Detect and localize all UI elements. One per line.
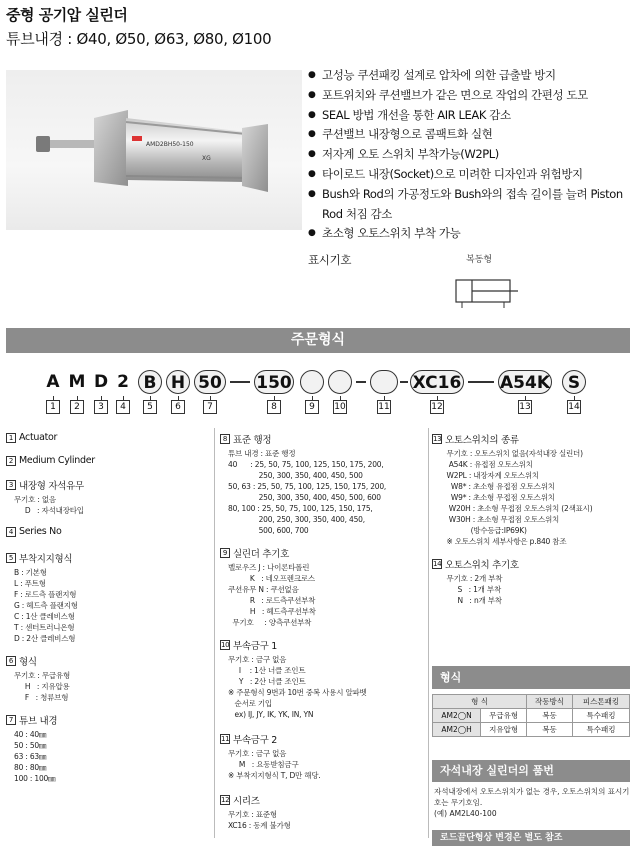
spec-section-body: 무기호 : 금구 없음 I : 1산 너클 조인트 Y : 2산 너클 조인트 ※ 주문형식 9번과 10번 중복 사용시 알파벳 순서로 기입 ex) IJ, JY, IK, YK, IN, YN bbox=[228, 655, 367, 719]
spec-section-body: 무기호 : 오토스위치 없음(자석내장 실린더) A54K : 유접점 오토스위치 W2PL : 내장자계 오토스위치 W8* : 초소형 유접점 오토스위치 W9* : 초소형 무접점 오토스위치 W20H : 초소형 무접점 오토스위치 (2색표시) W30H : 초소형 무접점 오토스위치 (방수등급:IP69K) ※ 오토스위치 세부사항은 p.840 참조 bbox=[446, 449, 593, 546]
spec-number-box: 1 bbox=[6, 433, 16, 443]
feature-item: ● 타이로드 내장(Socket)으로 미려한 디자인과 위험방지 bbox=[308, 165, 630, 185]
spec-number-box: 7 bbox=[6, 715, 16, 725]
table-header-row bbox=[433, 695, 630, 709]
spec-section-body: 40 : 40㎜ 50 : 50㎜ 63 : 63㎜ 80 : 80㎜ 100 : 100㎜ bbox=[14, 730, 56, 783]
feature-item: ● Bush와 Rod의 가공정도와 Bush와의 접속 길이를 늘려 Piston Rod 처짐 감소 bbox=[308, 185, 630, 225]
spec-section-title: 튜브 내경 bbox=[19, 716, 58, 727]
spec-section bbox=[220, 638, 425, 720]
spec-section bbox=[220, 546, 425, 628]
order-number-box: 2 bbox=[70, 400, 84, 414]
spec-number-box: 11 bbox=[221, 735, 230, 743]
table-cell: 무급유형 bbox=[481, 709, 527, 723]
spec-section-body: 무기호 : 금구 없음 M : 요동받침금구 ※ 부착지지형식 T, D만 해당. bbox=[228, 749, 321, 780]
spec-section bbox=[6, 654, 206, 703]
order-code: S bbox=[562, 370, 586, 394]
spec-section bbox=[6, 713, 206, 784]
double-acting-symbol-icon bbox=[450, 270, 520, 310]
model-type-table bbox=[432, 694, 630, 737]
order-code-dash bbox=[356, 381, 366, 383]
spec-section-title: Actuator bbox=[19, 432, 58, 443]
spec-section bbox=[6, 551, 206, 644]
spec-section-title: 시리즈 bbox=[233, 796, 260, 807]
spec-section-heading bbox=[6, 713, 206, 727]
spec-section-heading bbox=[6, 654, 206, 668]
spec-number-box: 6 bbox=[6, 656, 16, 666]
order-code bbox=[300, 370, 324, 394]
spec-number-box: 12 bbox=[221, 796, 230, 804]
cylinder-illustration bbox=[6, 70, 302, 230]
order-code: D bbox=[93, 372, 109, 392]
spec-section-heading bbox=[220, 732, 425, 746]
order-code: A54K bbox=[498, 370, 552, 394]
spec-number-box: 2 bbox=[6, 456, 16, 466]
order-code: B bbox=[138, 370, 162, 394]
spec-section bbox=[220, 793, 425, 831]
spec-section bbox=[220, 432, 425, 536]
spec-section bbox=[6, 526, 206, 537]
table-header: 작동방식 bbox=[527, 695, 573, 709]
spec-section bbox=[6, 478, 206, 516]
column-divider bbox=[214, 428, 215, 838]
table-cell: AM2◯H bbox=[433, 723, 481, 737]
column-1 bbox=[6, 432, 206, 792]
magnet-cylinder-text: 자석내장에서 오토스위치가 없는 경우, 오토스위치의 표시기호는 무기호임. (예) AM2L40-100 bbox=[434, 787, 630, 818]
spec-section-title: 오토스위치의 종류 bbox=[445, 435, 519, 446]
product-photo bbox=[6, 70, 302, 230]
spec-section-body: 튜브 내경 : 표준 행정 40 : 25, 50, 75, 100, 125, 150, 175, 200, 250, 300, 350, 400, 450, 500 50, 63 : 25, 50, 75, 100, 125, 150, 175, 200, 250, 300, 350, 400, 450, 500, 600 80, 100 : 25, 50, 75, 100, 125, 150, 175, 200, 250, 300, 350, 400, 450, 500, 600, 700 bbox=[228, 449, 387, 535]
order-code-row bbox=[40, 370, 620, 396]
spec-number-box: 14 bbox=[433, 560, 442, 568]
order-code: 50 bbox=[194, 370, 226, 394]
table-header: 형 식 bbox=[433, 695, 527, 709]
table-cell: 지유압형 bbox=[481, 723, 527, 737]
table-cell: 복동 bbox=[527, 709, 573, 723]
order-number-box: 6 bbox=[171, 400, 185, 414]
spec-section bbox=[6, 455, 206, 466]
spec-number-box: 4 bbox=[6, 527, 16, 537]
spec-section-title: 실린더 추기호 bbox=[233, 549, 289, 560]
order-code: M bbox=[68, 372, 86, 392]
spec-section-title: Medium Cylinder bbox=[19, 455, 95, 466]
spec-section bbox=[6, 432, 206, 443]
spec-section-heading bbox=[220, 638, 425, 652]
feature-item: ● 쿠션밸브 내장형으로 콤팩트화 실현 bbox=[308, 125, 630, 145]
column-2 bbox=[220, 432, 425, 839]
spec-section-title: 내장형 자석유무 bbox=[19, 481, 84, 492]
feature-item: ● 초소형 오토스위치 부착 가능 bbox=[308, 224, 630, 244]
order-number-box: 9 bbox=[305, 400, 319, 414]
order-number-box: 13 bbox=[519, 402, 531, 412]
spec-section-heading bbox=[6, 432, 206, 443]
spec-section-title: 형식 bbox=[19, 657, 37, 668]
spec-section-title: 부속금구 2 bbox=[233, 735, 277, 746]
order-code-dash bbox=[400, 381, 408, 383]
spec-section-heading bbox=[220, 432, 425, 446]
spec-section-body: 무기호 : 없음 D : 자석내장타입 bbox=[14, 495, 84, 515]
spec-number-box: 8 bbox=[220, 434, 230, 444]
cylinder-small-label: XG bbox=[202, 155, 211, 162]
order-number-box: 12 bbox=[431, 402, 443, 412]
spec-number-box: 3 bbox=[6, 480, 16, 490]
spec-section-title: 부착지지형식 bbox=[19, 554, 73, 565]
order-number-row bbox=[40, 400, 620, 416]
column-3 bbox=[432, 432, 630, 614]
symbol-caption: 복동형 bbox=[466, 255, 493, 265]
order-format-bar: 주문형식 bbox=[6, 328, 630, 353]
spec-number-box: 10 bbox=[221, 641, 230, 649]
spec-section-heading bbox=[432, 432, 630, 446]
spec-section-heading bbox=[6, 526, 206, 537]
spec-section-title: 부속금구 1 bbox=[233, 641, 277, 652]
table-cell: 특수패킹 bbox=[572, 723, 629, 737]
table-cell: 복동 bbox=[527, 723, 573, 737]
order-number-box: 10 bbox=[334, 402, 346, 412]
spec-section-heading bbox=[6, 478, 206, 492]
order-number-box: 5 bbox=[143, 400, 157, 414]
page-subtitle: 튜브내경 : Ø40, Ø50, Ø63, Ø80, Ø100 bbox=[6, 30, 272, 48]
rod-end-note-bar: 로드끝단형상 변경은 별도 참조 bbox=[432, 830, 630, 846]
spec-section-body: 벨로우즈 J : 나이론타폴린 K : 네오프렌크로스 쿠션유무 N : 쿠션없음 R : 로드측쿠션부착 H : 헤드측쿠션부착 무기호 : 양측쿠션부착 bbox=[228, 563, 316, 627]
spec-section-title: 오토스위치 추기호 bbox=[445, 560, 519, 571]
order-number-box: 3 bbox=[94, 400, 108, 414]
order-number-box: 11 bbox=[378, 402, 390, 412]
table-cell: 특수패킹 bbox=[572, 709, 629, 723]
spec-section-title: 표준 행정 bbox=[233, 435, 272, 446]
order-code-dash bbox=[230, 381, 250, 383]
order-code bbox=[370, 370, 398, 394]
order-code: 2 bbox=[117, 372, 129, 392]
table-cell: AM2◯N bbox=[433, 709, 481, 723]
order-code-dash bbox=[468, 381, 494, 383]
spec-section-body: B : 기본형 L : 푸트형 F : 로드측 플랜지형 G : 헤드측 플랜지형 C : 1산 클레비스형 T : 센터트러니온형 D : 2산 클레비스형 bbox=[14, 568, 78, 643]
order-code bbox=[328, 370, 352, 394]
spec-section-body: 무기호 : 표준형 XC16 : 동계 불가형 bbox=[228, 810, 291, 830]
feature-item: ● SEAL 방법 개선을 통한 AIR LEAK 감소 bbox=[308, 106, 630, 126]
spec-section-heading bbox=[220, 546, 425, 560]
page-title: 중형 공기압 실린더 bbox=[6, 6, 128, 24]
spec-section bbox=[432, 432, 630, 547]
symbol-label: 표시기호 bbox=[308, 253, 352, 267]
order-code: 150 bbox=[254, 370, 294, 394]
spec-section-heading bbox=[6, 551, 206, 565]
spec-section-body: 무기호 : 2개 부착 S : 1개 부착 N : n개 부착 bbox=[446, 574, 503, 605]
table-header: 피스톤패킹 bbox=[572, 695, 629, 709]
order-number-box: 4 bbox=[116, 400, 130, 414]
feature-item: ● 고성능 쿠션패킹 설계로 압차에 의한 급출발 방지 bbox=[308, 66, 630, 86]
spec-number-box: 5 bbox=[6, 553, 16, 563]
order-number-box: 8 bbox=[267, 400, 281, 414]
order-code: H bbox=[166, 370, 190, 394]
spec-section-heading bbox=[432, 557, 630, 571]
feature-item: ● 저자계 오토 스위치 부착가능(W2PL) bbox=[308, 145, 630, 165]
order-number-box: 7 bbox=[203, 400, 217, 414]
spec-section-body: 무기호 : 무급유형 H : 지유압용 F : 청류브형 bbox=[14, 671, 71, 702]
spec-section-heading bbox=[220, 793, 425, 807]
magnet-cylinder-bar: 자석내장 실린더의 품번 bbox=[432, 760, 630, 782]
spec-section bbox=[432, 557, 630, 606]
order-code: A bbox=[46, 372, 60, 392]
spec-number-box: 13 bbox=[433, 435, 442, 443]
table-row bbox=[433, 723, 630, 737]
feature-list bbox=[308, 66, 630, 244]
order-number-box: 14 bbox=[568, 402, 580, 412]
spec-section-title: Series No bbox=[19, 526, 62, 537]
model-type-bar: 형식 bbox=[432, 666, 630, 689]
feature-item: ● 포트위치와 쿠션밸브가 같은 면으로 작업의 간편성 도모 bbox=[308, 86, 630, 106]
order-number-box: 1 bbox=[46, 400, 60, 414]
spec-section-heading bbox=[6, 455, 206, 466]
column-divider bbox=[428, 428, 429, 838]
order-code: XC16 bbox=[410, 370, 464, 394]
spec-section bbox=[220, 732, 425, 781]
cylinder-label: AMD2BH50-150 bbox=[146, 141, 194, 148]
table-row bbox=[433, 709, 630, 723]
spec-number-box: 9 bbox=[220, 548, 230, 558]
